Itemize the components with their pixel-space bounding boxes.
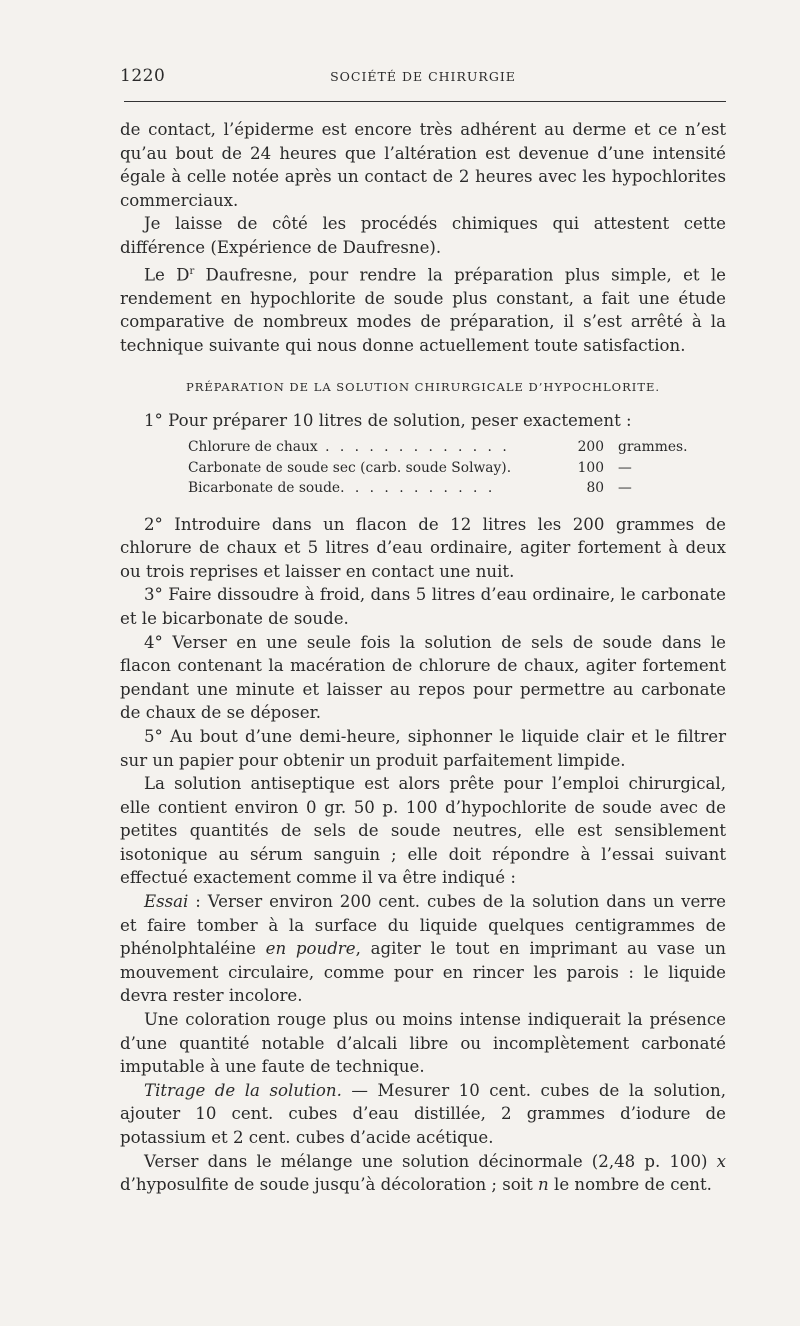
essai-label: Essai (144, 892, 189, 912)
ingredient-name (188, 458, 548, 479)
text-span: : Verser environ 200 cent. cubes de la solution dans un verre et faire tomber à la surface du liquide quelques centigrammes de phénolphtaléine (120, 892, 726, 959)
step-1: 1° Pour préparer 10 litres de solution, peser exactement : (144, 411, 632, 431)
header-rule (124, 101, 726, 102)
italic-text: en poudre (265, 939, 356, 959)
running-title: SOCIÉTÉ DE CHIRURGIE (330, 69, 516, 84)
paragraph (120, 1150, 726, 1197)
body-text (120, 118, 726, 1197)
ingredient-qty: 100 (577, 459, 604, 476)
paragraph: Je laisse de côté les procédés chimiques qui attestent cette différence (Expérience de Daufresne). (120, 214, 726, 257)
ingredient-name (188, 437, 548, 458)
page-number: 1220 (120, 66, 166, 86)
ingredient-unit: — (618, 459, 632, 476)
titrage-label: Titrage de la solution. (144, 1080, 342, 1100)
text-span: d’hyposulfite de soude jusqu’à décoloration ; soit (120, 1175, 539, 1195)
ingredient-label: Carbonate de soude sec (carb. soude Solway) (188, 459, 507, 476)
text-span: Le D (144, 265, 190, 285)
variable-n: n (538, 1175, 549, 1195)
ingredient-qty: 80 (586, 480, 604, 497)
superscript: r (189, 265, 195, 277)
text-span: , agiter le tout en imprimant au vase un mouvement circulaire, comme pour en rincer les parois : le liquide devra rester incolore. (120, 939, 726, 1006)
section-title: PRÉPARATION DE LA SOLUTION CHIRURGICALE D’HYPOCHLORITE. (185, 380, 661, 395)
titrage-paragraph (120, 1079, 726, 1150)
variable-x: x (716, 1151, 726, 1171)
paragraph: Une coloration rouge plus ou moins intense indiquerait la présence d’une quantité notable d’alcali libre ou incomplètement carbonaté imputable à une faute de technique. (120, 1010, 726, 1077)
step-5: 5° Au bout d’une demi-heure, siphonner le liquide clair et le filtrer sur un papier pour obtenir un produit parfaitement limpide. (120, 726, 726, 770)
ingredient-row (188, 437, 726, 458)
leader-dots: . . . . . . . . . . . . . (317, 439, 510, 456)
step-2: 2° Introduire dans un flacon de 12 litres les 200 grammes de chlorure de chaux et 5 litres d’eau ordinaire, agiter fortement à deux ou trois reprises et laisser en contact une nuit. (120, 514, 726, 581)
text-span: — Mesurer 10 cent. cubes de la solution, ajouter 10 cent. cubes d’eau distillée, 2 grammes d’iodure de potassium et 2 cent. cubes d’acide acétique. (120, 1080, 726, 1147)
text-span: Verser dans le mélange une solution décinormale (2,48 p. 100) (144, 1151, 717, 1171)
step-3: 3° Faire dissoudre à froid, dans 5 litres d’eau ordinaire, le carbonate et le bicarbonate de soude. (120, 585, 726, 628)
ingredient-qty: 200 (577, 439, 604, 456)
ingredient-name (188, 478, 548, 499)
page-header (120, 66, 726, 86)
ingredient-label: Bicarbonate de soude (188, 480, 341, 497)
ingredient-row (188, 478, 726, 499)
text-span: Daufresne, pour rendre la préparation plus simple, et le rendement en hypochlorite de soude plus constant, a fait une étude comparative de nombreux modes de préparation, il s’est arrêté à la technique suivante qui nous donne actuellement toute satisfaction. (120, 265, 726, 355)
ingredient-label: Chlorure de chaux (188, 439, 318, 456)
paragraph (120, 260, 726, 358)
step-4: 4° Verser en une seule fois la solution de sels de soude dans le flacon contenant la macération de chlorure de chaux, agiter fortement pendant une minute et laisser au repos pour permettre au carbonate de chaux de se déposer. (120, 632, 726, 723)
paragraph: La solution antiseptique est alors prête pour l’emploi chirurgical, elle contient environ 0 gr. 50 p. 100 d’hypochlorite de soude avec de petites quantités de sels de soude neutres, elle est sensiblement isotonique au sérum sanguin ; elle doit répondre à l’essai suivant effectué exactement comme il va être indiqué : (120, 774, 726, 888)
essai-paragraph (120, 890, 726, 1008)
ingredient-unit: grammes. (618, 439, 688, 456)
paragraph-continued: de contact, l’épiderme est encore très adhérent au derme et ce n’est qu’au bout de 24 heures que l’altération est devenue d’une intensité égale à celle notée après un contact de 2 heures avec les hypochlorites commerciaux. (120, 120, 726, 210)
ingredient-list (120, 437, 726, 499)
leader-dots: . . . . . . . . . . . (340, 480, 496, 497)
text-span: le nombre de cent. (548, 1175, 712, 1195)
ingredient-unit: — (618, 480, 632, 497)
leader-dots: . (506, 459, 515, 476)
ingredient-row (188, 458, 726, 479)
